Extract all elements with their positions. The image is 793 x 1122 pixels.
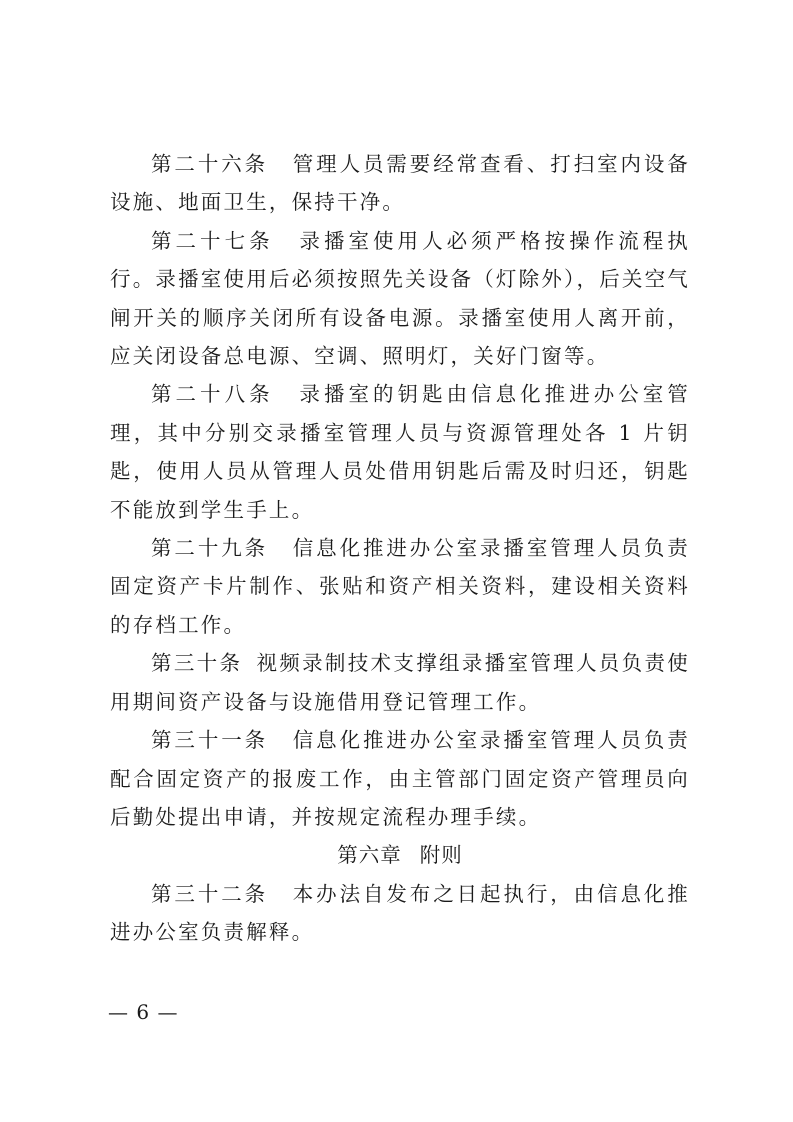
article-label: 第三十一条 bbox=[151, 728, 269, 753]
article-label: 第二十六条 bbox=[151, 152, 269, 176]
article-text: 本办法自发布之日起执行，由信息化推进办公室负责解释。 bbox=[110, 881, 690, 945]
article-label: 第二十九条 bbox=[151, 536, 269, 561]
article-label: 第三十二条 bbox=[151, 881, 269, 906]
chapter-number: 第六章 bbox=[337, 843, 402, 868]
document-body bbox=[110, 145, 690, 952]
article-text: 视频录制技术支撑组录播室管理人员负责使用期间资产设备与设施借用登记管理工作。 bbox=[110, 651, 690, 714]
article-29 bbox=[110, 529, 690, 644]
article-text: 录播室使用人必须严格按操作流程执行。录播室使用后必须按照先关设备（灯除外），后关空气闸开关的顺序关闭所有设备电源。录播室使用人离开前，应关闭设备总电源、空调、照明灯，关好门窗等。 bbox=[110, 228, 691, 369]
chapter-heading bbox=[110, 836, 690, 874]
chapter-title: 附则 bbox=[419, 843, 463, 868]
article-28 bbox=[110, 375, 690, 529]
article-32 bbox=[110, 875, 690, 952]
article-text: 信息化推进办公室录播室管理人员负责配合固定资产的报废工作，由主管部门固定资产管理员向后勤处提出申请，并按规定流程办理手续。 bbox=[110, 728, 690, 829]
article-31 bbox=[110, 721, 690, 836]
article-26 bbox=[110, 145, 690, 222]
article-text: 录播室的钥匙由信息化推进办公室管理，其中分别交录播室管理人员与资源管理处各 1 片钥匙，使用人员从管理人员处借用钥匙后需及时归还，钥匙不能放到学生手上。 bbox=[110, 382, 691, 522]
article-30 bbox=[110, 644, 690, 721]
article-text: 管理人员需要经常查看、打扫室内设备设施、地面卫生，保持干净。 bbox=[110, 152, 690, 215]
article-27 bbox=[110, 222, 690, 376]
page-number: — 6 — bbox=[108, 1000, 179, 1024]
article-label: 第二十八条 bbox=[151, 382, 274, 407]
article-label: 第二十七条 bbox=[151, 228, 274, 253]
article-label: 第三十条 bbox=[151, 651, 243, 676]
article-text: 信息化推进办公室录播室管理人员负责固定资产卡片制作、张贴和资产相关资料，建设相关资料的存档工作。 bbox=[110, 536, 690, 637]
